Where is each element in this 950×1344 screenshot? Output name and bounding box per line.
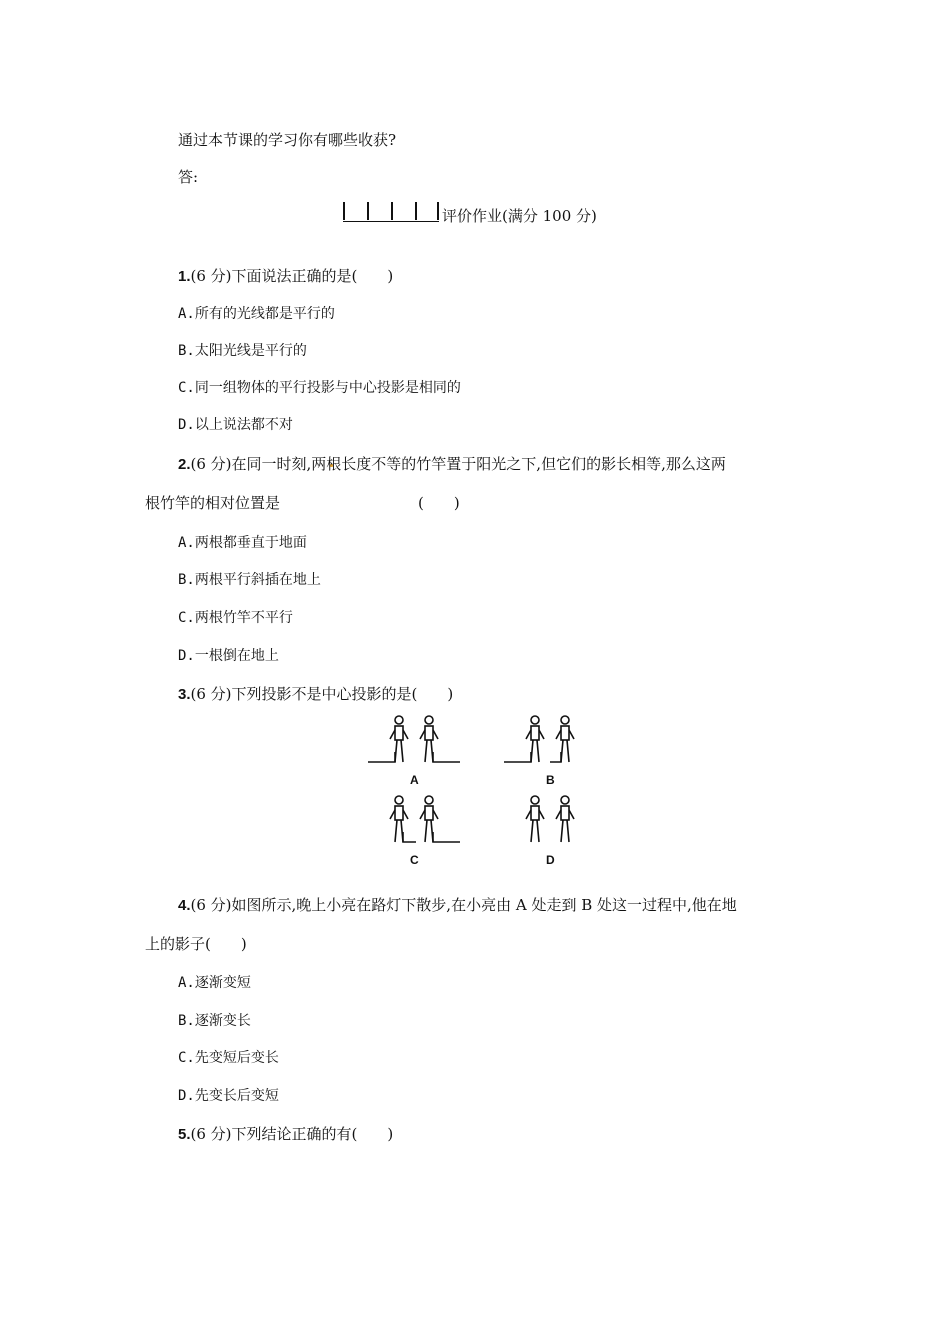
- q1-option-c: C.同一组物体的平行投影与中心投影是相同的: [178, 380, 461, 396]
- figure-b-shadow-diagram: [500, 712, 600, 770]
- question-2: [178, 454, 726, 475]
- person-icon: [556, 716, 574, 762]
- answer-label: 答:: [178, 168, 199, 186]
- question-2-paren: ( ): [418, 494, 460, 512]
- question-number: 4.: [178, 897, 191, 914]
- q1-option-d: D.以上说法都不对: [178, 417, 293, 433]
- person-icon: [390, 796, 408, 842]
- figure-d-shadow-diagram: [500, 792, 600, 850]
- section-title: 评价作业(满分 100 分): [442, 207, 597, 225]
- q2-option-b: B.两根平行斜插在地上: [178, 572, 321, 588]
- figure-c-shadow-diagram: [366, 792, 466, 850]
- figure-label-d: D: [546, 853, 555, 867]
- question-1: [178, 266, 393, 287]
- question-4: [178, 895, 737, 916]
- shadow-right: [433, 832, 460, 842]
- q2-option-c: C.两根竹竿不平行: [178, 610, 293, 626]
- question-number: 5.: [178, 1126, 191, 1143]
- shadow-mid: [403, 832, 416, 842]
- question-3: [178, 684, 453, 705]
- q4-option-c: C.先变短后变长: [178, 1050, 279, 1066]
- question-text: (6 分)下列结论正确的有( ): [190, 1125, 394, 1143]
- question-text: (6 分)下列投影不是中心投影的是( ): [190, 685, 454, 703]
- person-icon: [420, 716, 438, 762]
- person-icon: [526, 716, 544, 762]
- question-number: 1.: [178, 268, 191, 285]
- q4-option-b: B.逐渐变长: [178, 1013, 251, 1029]
- person-icon: [556, 796, 574, 842]
- q2-option-d: D.一根倒在地上: [178, 648, 279, 664]
- question-number: 2.: [178, 456, 191, 473]
- shadow-mid: [550, 752, 561, 762]
- person-icon: [526, 796, 544, 842]
- question-4-continued: 上的影子( ): [145, 935, 247, 953]
- q1-option-a: A.所有的光线都是平行的: [178, 306, 335, 322]
- question-text: (6 分)如图所示,晚上小亮在路灯下散步,在小亮由 A 处走到 B 处这一过程中,他在地: [190, 896, 737, 914]
- figure-label-a: A: [410, 773, 419, 787]
- figure-a-shadow-diagram: [366, 712, 466, 770]
- shadow-left: [504, 752, 531, 762]
- figure-label-c: C: [410, 853, 419, 867]
- question-text: (6 分)下面说法正确的是( ): [190, 267, 394, 285]
- question-text: (6 分)在同一时刻,两根长度不等的竹竿置于阳光之下,但它们的影长相等,那么这两: [190, 455, 726, 473]
- question-2-continued: 根竹竿的相对位置是: [145, 494, 281, 512]
- person-icon: [420, 796, 438, 842]
- question-number: 3.: [178, 686, 191, 703]
- reflection-question: 通过本节课的学习你有哪些收获?: [178, 131, 397, 149]
- figure-label-b: B: [546, 773, 555, 787]
- shadow-left: [368, 752, 395, 762]
- shadow-right: [433, 752, 460, 762]
- q2-option-a: A.两根都垂直于地面: [178, 535, 307, 551]
- question-5: [178, 1124, 393, 1145]
- q4-option-a: A.逐渐变短: [178, 975, 251, 991]
- person-icon: [390, 716, 408, 762]
- section-title-ruler-icon: [343, 200, 439, 222]
- q1-option-b: B.太阳光线是平行的: [178, 343, 307, 359]
- q4-option-d: D.先变长后变短: [178, 1088, 279, 1104]
